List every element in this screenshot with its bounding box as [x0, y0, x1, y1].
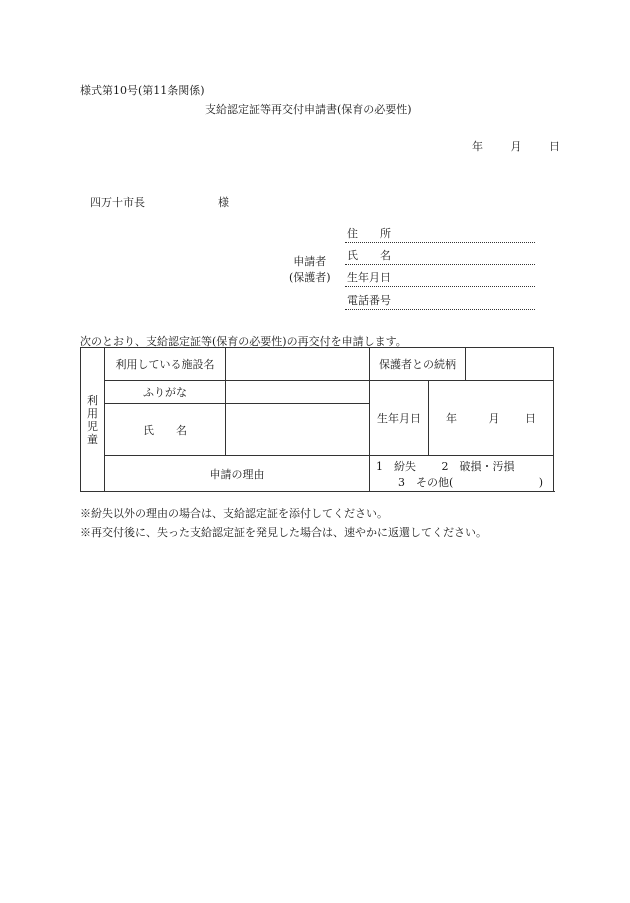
child-birthdate-label: 生年月日: [370, 381, 429, 456]
date-month: 月: [510, 140, 522, 153]
relationship-label: 保護者との続柄: [370, 348, 466, 381]
child-header-char: 利: [87, 393, 98, 407]
applicant-phone-label: 電話番号: [347, 294, 391, 307]
applicant-name-field[interactable]: [345, 250, 535, 265]
reason-option-other[interactable]: 3 その他(: [398, 475, 454, 489]
applicant-label-main: 申請者: [293, 255, 327, 268]
child-birthdate-input[interactable]: [429, 381, 554, 456]
addressee-honorific: 様: [218, 196, 229, 209]
child-header-char: 児: [87, 419, 98, 433]
child-info-table: [80, 347, 554, 492]
child-header: [81, 348, 105, 492]
child-name-label: 氏 名: [105, 404, 226, 456]
child-header-char: 童: [87, 432, 98, 446]
form-title: 支給認定証等再交付申請書(保育の必要性): [205, 103, 412, 116]
furigana-input[interactable]: [226, 381, 370, 404]
date-day: 日: [549, 140, 560, 153]
facility-label: 利用している施設名: [105, 348, 226, 381]
birth-month: 月: [488, 412, 500, 425]
applicant-birthdate-label: 生年月日: [347, 271, 391, 284]
child-name-input[interactable]: [226, 404, 370, 456]
addressee: [90, 194, 229, 210]
birth-year: 年: [446, 412, 457, 425]
reason-label: 申請の理由: [105, 456, 370, 492]
applicant-name-label: 氏 名: [347, 249, 391, 262]
addressee-mayor: 四万十市長: [90, 196, 145, 209]
child-header-char: 用: [87, 406, 98, 420]
applicant-birthdate-field[interactable]: [345, 272, 535, 287]
application-date: [472, 138, 560, 154]
reason-option-damaged[interactable]: 2 破損・汚損: [441, 459, 515, 473]
birth-day: 日: [525, 412, 536, 425]
note-return: ※再交付後に、失った支給認定証を発見した場合は、速やかに返還してください。: [80, 526, 487, 539]
intro-text: 次のとおり、支給認定証等(保育の必要性)の再交付を申請します。: [80, 335, 407, 348]
applicant-address-label: 住 所: [347, 227, 391, 240]
applicant-label: [289, 254, 331, 286]
relationship-input[interactable]: [466, 348, 554, 381]
reason-option-lost[interactable]: 1 紛失: [376, 459, 416, 473]
applicant-phone-field[interactable]: [345, 295, 535, 310]
form-number: 様式第10号(第11条関係): [80, 84, 205, 97]
reason-options: [370, 456, 554, 492]
furigana-label: ふりがな: [105, 381, 226, 404]
reason-other-close: ): [538, 475, 544, 489]
date-year: 年: [472, 140, 483, 153]
applicant-address-field[interactable]: [345, 228, 535, 243]
facility-input[interactable]: [226, 348, 370, 381]
note-attach: ※紛失以外の理由の場合は、支給認定証を添付してください。: [80, 507, 388, 520]
applicant-label-guardian: (保護者): [289, 271, 331, 284]
